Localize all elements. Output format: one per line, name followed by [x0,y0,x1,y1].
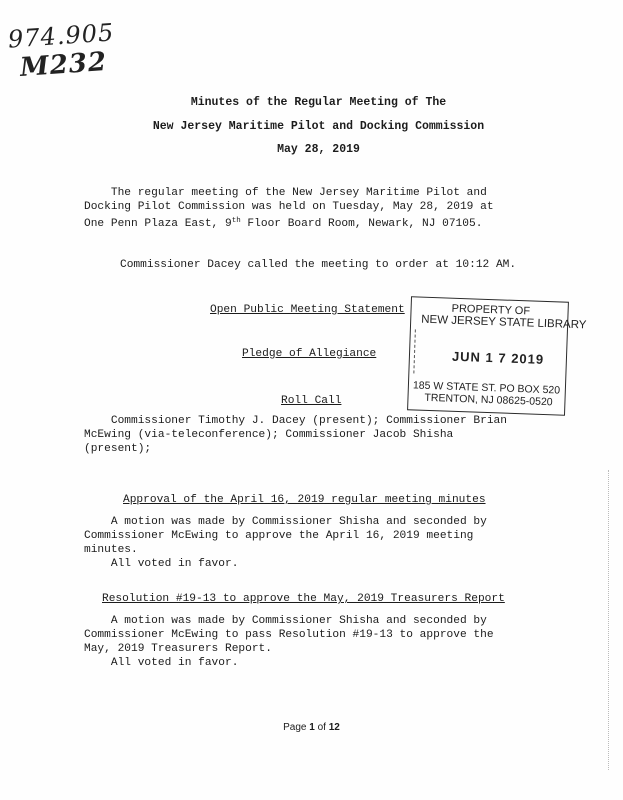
footer-of: of [314,722,329,733]
commission-name: New Jersey Maritime Pilot and Docking Commission [152,120,485,133]
scan-edge-artifact [607,470,609,770]
heading-open-public-meeting: Open Public Meeting Statement [210,304,405,316]
intro-line: Docking Pilot Commission was held on Tuesday, May 28, 2019 at [84,201,494,213]
page-current: 1 [309,722,315,733]
resolution-paragraph [84,614,494,670]
stamp-property-of: PROPERTY OF [451,302,531,318]
footer-prefix: Page [283,722,310,733]
page-total: 12 [328,722,340,733]
superscript-th: th [231,217,241,225]
resolution-line: A motion was made by Commissioner Shisha and seconded by [84,615,487,627]
stamp-address: 185 W STATE ST. PO BOX 520 [412,379,561,397]
heading-roll-call: Roll Call [281,395,342,407]
approval-line: All voted in favor. [84,558,239,570]
handwritten-call-number: 974.905 [7,18,116,54]
library-stamp [407,296,587,415]
roll-call-line: McEwing (via-teleconference); Commissioner Jacob Shisha [84,429,454,441]
roll-call-line: Commissioner Timothy J. Dacey (present); Commissioner Brian [84,415,507,427]
approval-paragraph [84,515,487,571]
approval-line: Commissioner McEwing to approve the April 16, 2019 meeting [84,530,474,542]
intro-line: One Penn Plaza East, 9 [84,218,232,230]
stamp-divider [413,329,417,373]
resolution-line: All voted in favor. [84,657,239,669]
document-title: Minutes of the Regular Meeting of The [190,96,447,109]
roll-call-line: (present); [84,443,152,455]
intro-line: Floor Board Room, Newark, NJ 07105. [240,218,483,230]
resolution-line: May, 2019 Treasurers Report. [84,643,272,655]
intro-line: The regular meeting of the New Jersey Maritime Pilot and [84,187,487,199]
handwritten-cutter-number: M232 [19,46,109,84]
approval-line: A motion was made by Commissioner Shisha and seconded by [84,516,487,528]
meeting-date: May 28, 2019 [277,143,360,156]
heading-pledge: Pledge of Allegiance [242,348,377,360]
approval-line: minutes. [84,544,138,556]
resolution-line: Commissioner McEwing to pass Resolution #19-13 to approve the [84,629,494,641]
stamp-city: TRENTON, NJ 08625-0520 [424,391,553,409]
heading-resolution: Resolution #19-13 to approve the May, 2019 Treasurers Report [102,593,505,605]
roll-call-paragraph [84,414,507,456]
page-footer [0,722,623,733]
stamp-library-name: NEW JERSEY STATE LIBRARY [421,313,587,332]
stamp-date: JUN 1 7 2019 [451,348,545,367]
intro-paragraph [84,186,494,231]
heading-approval-minutes: Approval of the April 16, 2019 regular meeting minutes [123,494,486,506]
call-to-order: Commissioner Dacey called the meeting to order at 10:12 AM. [120,259,517,271]
